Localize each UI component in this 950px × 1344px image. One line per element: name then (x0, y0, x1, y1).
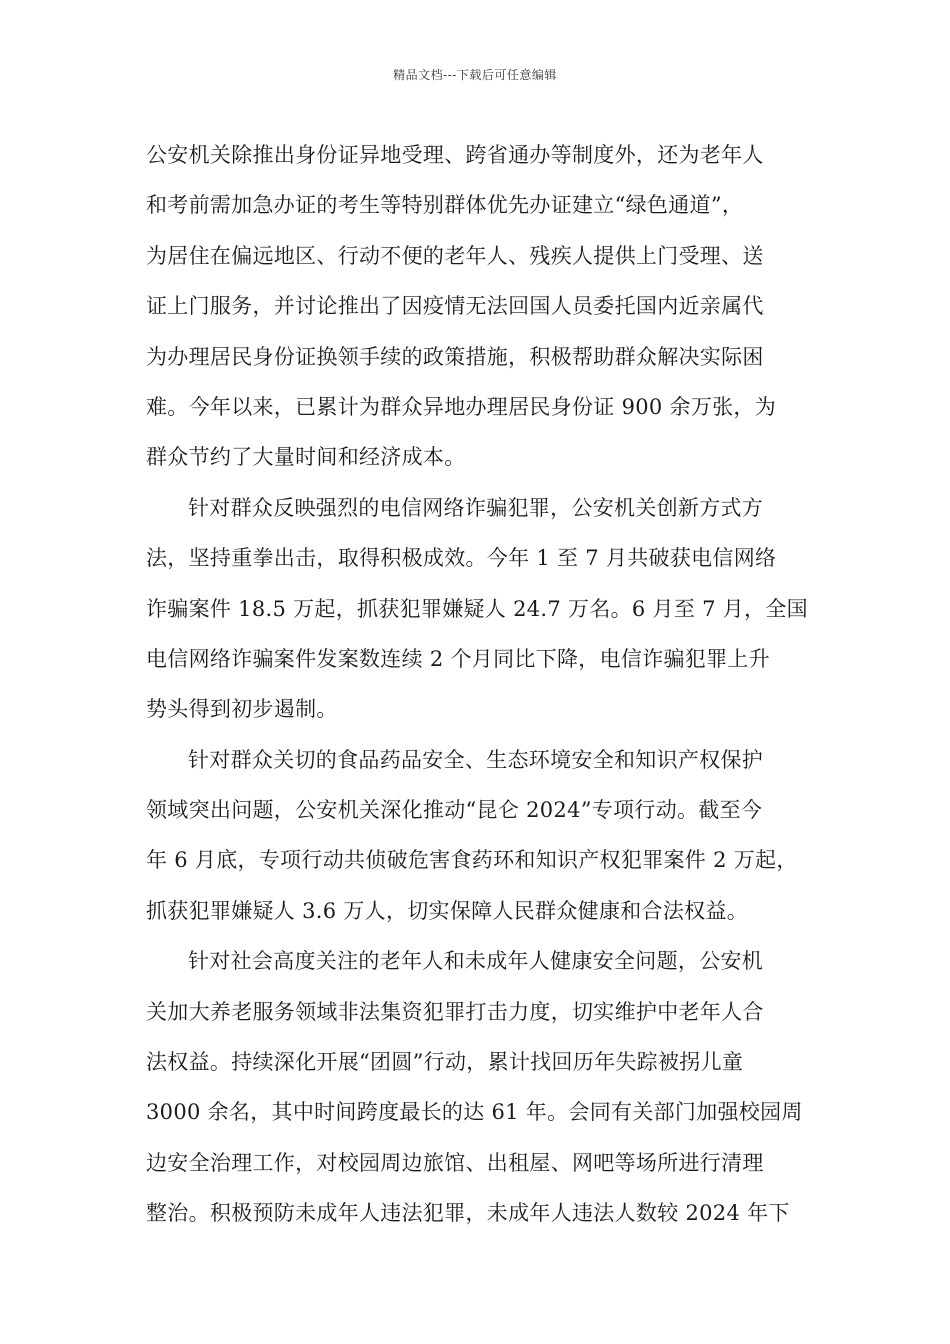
text-line: 电信网络诈骗案件发案数连续 2 个月同比下降，电信诈骗犯罪上升 (146, 646, 771, 671)
text-line: 针对群众关切的食品药品安全、生态环境安全和知识产权保护 (188, 747, 764, 772)
text-line: 边安全治理工作，对校园周边旅馆、出租屋、网吧等场所进行清理 (146, 1150, 764, 1175)
text-line: 领域突出问题，公安机关深化推动“昆仑 2024”专项行动。截至今 (146, 798, 763, 823)
text-line: 公安机关除推出身份证异地受理、跨省通办等制度外，还为老年人 (146, 143, 764, 167)
text-line: 整治。积极预防未成年人违法犯罪，未成年人违法人数较 2024 年下 (146, 1201, 790, 1226)
text-line: 为居住在偏远地区、行动不便的老年人、残疾人提供上门受理、送 (146, 243, 764, 268)
text-line: 势头得到初步遏制。 (146, 697, 338, 722)
text-line: 难。今年以来，已累计为群众异地办理居民身份证 900 余万张，为 (146, 394, 777, 419)
paragraph (146, 483, 814, 735)
text-line: 针对社会高度关注的老年人和未成年人健康安全问题，公安机 (188, 949, 764, 974)
text-line: 法，坚持重拳出击，取得积极成效。今年 1 至 7 月共破获电信网络 (146, 546, 777, 571)
text-line: 针对群众反映强烈的电信网络诈骗犯罪，公安机关创新方式方 (188, 495, 764, 520)
paragraph (146, 735, 814, 937)
text-line: 抓获犯罪嫌疑人 3.6 万人，切实保障人民群众健康和合法权益。 (146, 898, 749, 923)
paragraph (146, 936, 814, 1238)
text-line: 法权益。持续深化开展“团圆”行动，累计找回历年失踪被拐儿童 (146, 1050, 744, 1075)
text-line: 诈骗案件 18.5 万起，抓获犯罪嫌疑人 24.7 万名。6 月至 7 月，全国 (146, 596, 808, 621)
text-line: 证上门服务，并讨论推出了因疫情无法回国人员委托国内近亲属代 (146, 294, 764, 319)
document-body (146, 130, 814, 1239)
page-header: 精品文档---下载后可任意编辑 (393, 68, 557, 82)
text-line: 年 6 月底，专项行动共侦破危害食药环和知识产权犯罪案件 2 万起， (146, 848, 798, 873)
text-line: 群众节约了大量时间和经济成本。 (146, 445, 466, 470)
paragraph (146, 130, 814, 483)
text-line: 和考前需加急办证的考生等特别群体优先办证建立“绿色通道”， (146, 193, 744, 218)
text-line: 3000 余名，其中时间跨度最长的达 61 年。会同有关部门加强校园周 (146, 1100, 803, 1125)
text-line: 为办理居民身份证换领手续的政策措施，积极帮助群众解决实际困 (146, 344, 764, 369)
text-line: 关加大养老服务领域非法集资犯罪打击力度，切实维护中老年人合 (146, 999, 764, 1024)
